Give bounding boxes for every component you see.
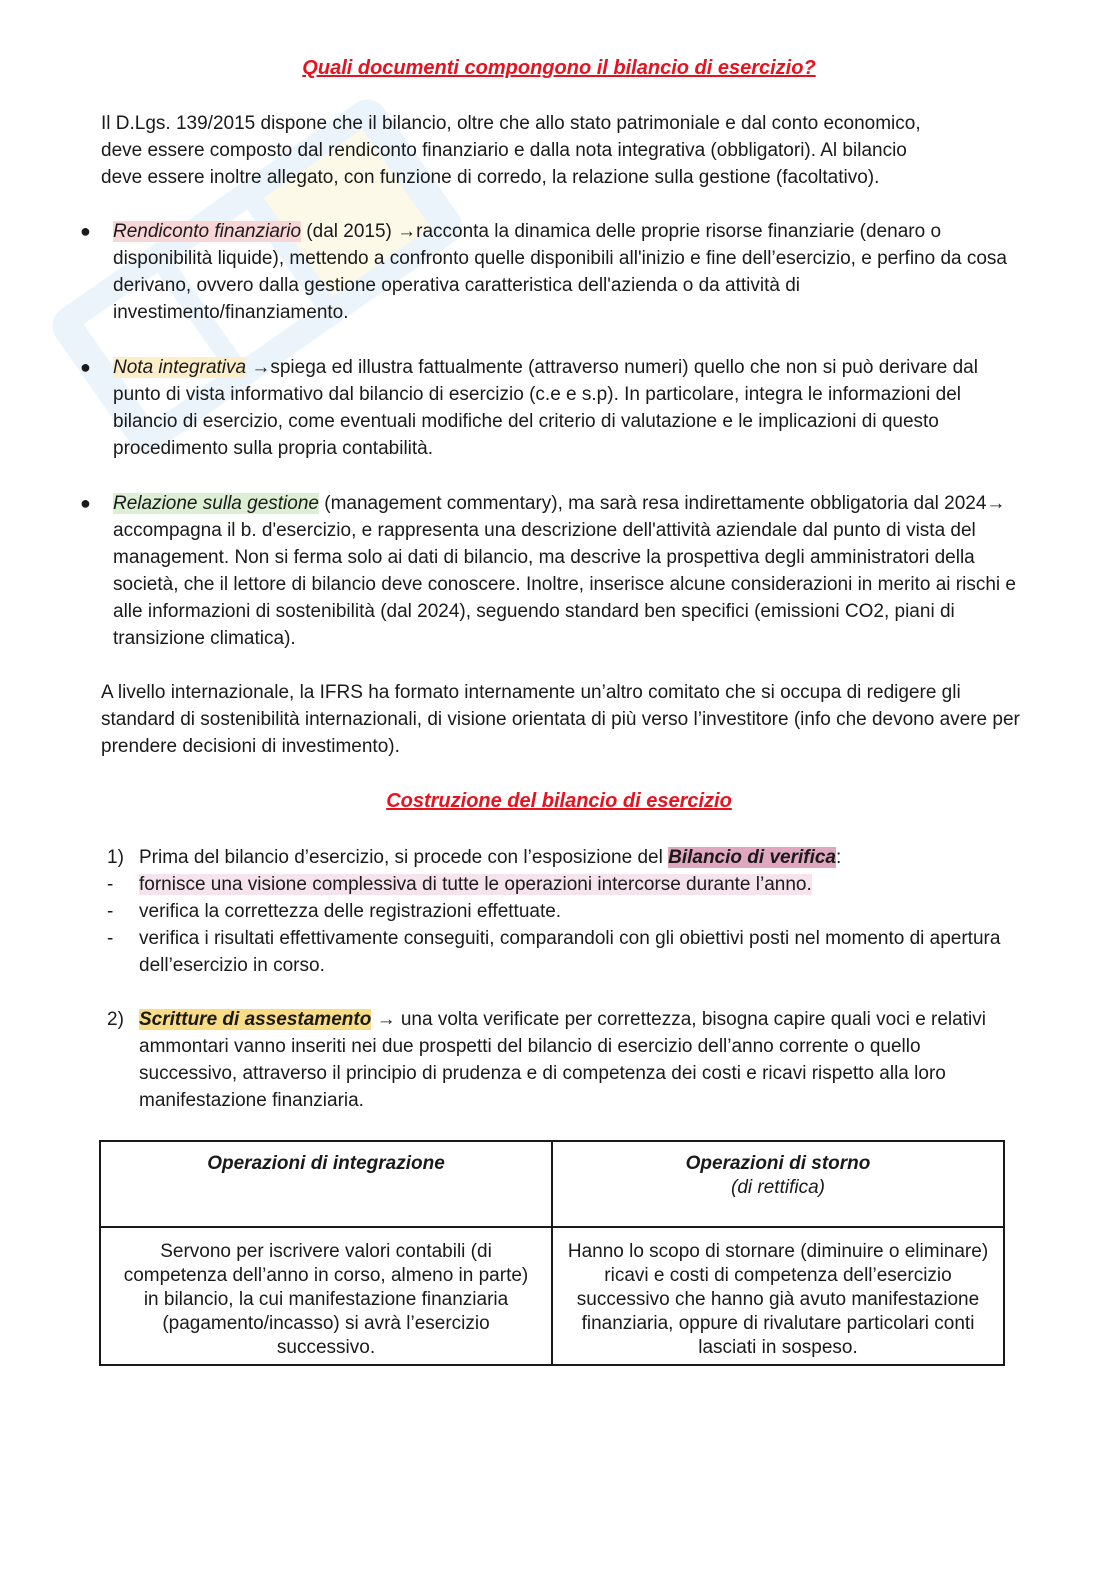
bullet-text — [113, 354, 1018, 462]
step-2-body: → una volta verificate per correttezza, bisogna capire quali voci e relativi ammontari vanno inseriti nei due prospetti del bilancio di esercizio dell’anno corrente o quello successivo, attraverso il principio di prudenza e di competenza dei costi e ricavi rispetto alla loro manifestazione finanziaria. — [139, 1009, 986, 1111]
header-subtext: (di rettifica) — [731, 1177, 825, 1198]
term-nota: Nota integrativa — [113, 357, 247, 378]
step-marker: 2) — [107, 1009, 124, 1030]
table-row — [100, 1227, 1004, 1365]
intro-paragraph — [101, 110, 1021, 191]
bullet-text — [113, 218, 1018, 326]
intro-line-3: deve essere inoltre allegato, con funzione di corredo, la relazione sulla gestione (facoltativo). — [101, 167, 880, 188]
bullet-glyph: ● — [80, 221, 91, 241]
header-text: Operazioni di storno — [685, 1153, 871, 1174]
table-header-row — [100, 1141, 1004, 1227]
col-storno-header — [552, 1141, 1004, 1227]
step-text — [139, 1006, 1019, 1114]
term-scritture: Scritture di assestamento — [139, 1009, 372, 1030]
intro-line-1: Il D.Lgs. 139/2015 dispone che il bilancio, oltre che allo stato patrimoniale e dal conto economico, — [101, 113, 921, 134]
cell-integrazione: Servono per iscrivere valori contabili (di competenza dell’anno in corso, almeno in parte) in bilancio, la cui manifestazione finanziaria (pagamento/incasso) si avrà l’esercizio successivo. — [100, 1227, 552, 1365]
col-integrazione-header — [100, 1141, 552, 1227]
intro-line-2: deve essere composto dal rendiconto finanziario e dalla nota integrativa (obbligatori). Al bilancio — [101, 140, 907, 161]
dash-marker: - — [107, 874, 114, 895]
term-relazione: Relazione sulla gestione — [113, 493, 319, 514]
bullet-glyph: ● — [80, 357, 91, 377]
dash-text: verifica la correttezza delle registrazioni effettuate. — [139, 901, 562, 922]
step-1-post: : — [836, 847, 842, 868]
operations-table — [99, 1140, 1005, 1366]
dash-marker: - — [107, 901, 114, 922]
bullet-body: →spiega ed illustra fattualmente (attraverso numeri) quello che non si può derivare dal punto di vista informativo dal bilancio di esercizio (c.e e s.p). In particolare, integra le informazioni del bilancio di esercizio, come eventuali modifiche del criterio di valutazione e le implicazioni di questo procedimento sulla propria contabilità. — [113, 357, 978, 459]
section-title-costruzione: Costruzione del bilancio di esercizio — [386, 790, 732, 812]
bullet-body: (management commentary), ma sarà resa indirettamente obbligatoria dal 2024→ accompagna il b. d'esercizio, e rappresenta una descrizione dell'attività aziendale dal punto di vista del management. Non si ferma solo ai dati di bilancio, ma descrive la prospettiva degli amministratori della società, che il lettore di bilancio deve conoscere. Inoltre, inserisce alcune considerazioni in merito ai rischi e alle informazioni di sostenibilità (dal 2024), seguendo standard ben specifici (emissioni CO2, piani di transizione climatica). — [113, 493, 1016, 649]
cell-storno: Hanno lo scopo di stornare (diminuire o eliminare) ricavi e costi di competenza dell’esercizio successivo che hanno già avuto manifestazione finanziaria, oppure di rivalutare particolari conti lasciati in sospeso. — [552, 1227, 1004, 1365]
dash-marker: - — [107, 928, 114, 949]
dash-text: verifica i risultati effettivamente conseguiti, comparandoli con gli obiettivi posti nel momento di apertura dell’esercizio in corso. — [139, 928, 1001, 976]
step-marker: 1) — [107, 847, 124, 868]
term-bilancio-verifica: Bilancio di verifica — [668, 847, 837, 868]
dash-text — [139, 871, 1019, 898]
dash-text-0: fornisce una visione complessiva di tutte le operazioni intercorse durante l’anno. — [139, 874, 812, 895]
step-1-pre: Prima del bilancio d’esercizio, si procede con l’esposizione del — [139, 847, 669, 868]
bullet-body: (dal 2015) →racconta la dinamica delle proprie risorse finanziarie (denaro o disponibilità liquide), mettendo a confronto quelle disponibili all'inizio e fine dell’esercizio, e perfino da cosa derivano, ovvero dalla gestione operativa caratteristica dell'azienda o da attività di investimento/finanziamento. — [113, 221, 1007, 323]
bullet-glyph: ● — [80, 493, 91, 513]
step-text — [139, 844, 1019, 871]
ifrs-paragraph: A livello internazionale, la IFRS ha formato internamente un’altro comitato che si occupa di redigere gli standard di sostenibilità internazionali, di visione orientata di più verso l’investitore (info che devono avere per prendere decisioni di investimento). — [101, 682, 1020, 757]
header-text: Operazioni di integrazione — [207, 1153, 445, 1174]
bullet-text — [113, 490, 1018, 652]
term-rendiconto: Rendiconto finanziario — [113, 221, 302, 242]
section-title-documents: Quali documenti compongono il bilancio di esercizio? — [302, 57, 816, 79]
